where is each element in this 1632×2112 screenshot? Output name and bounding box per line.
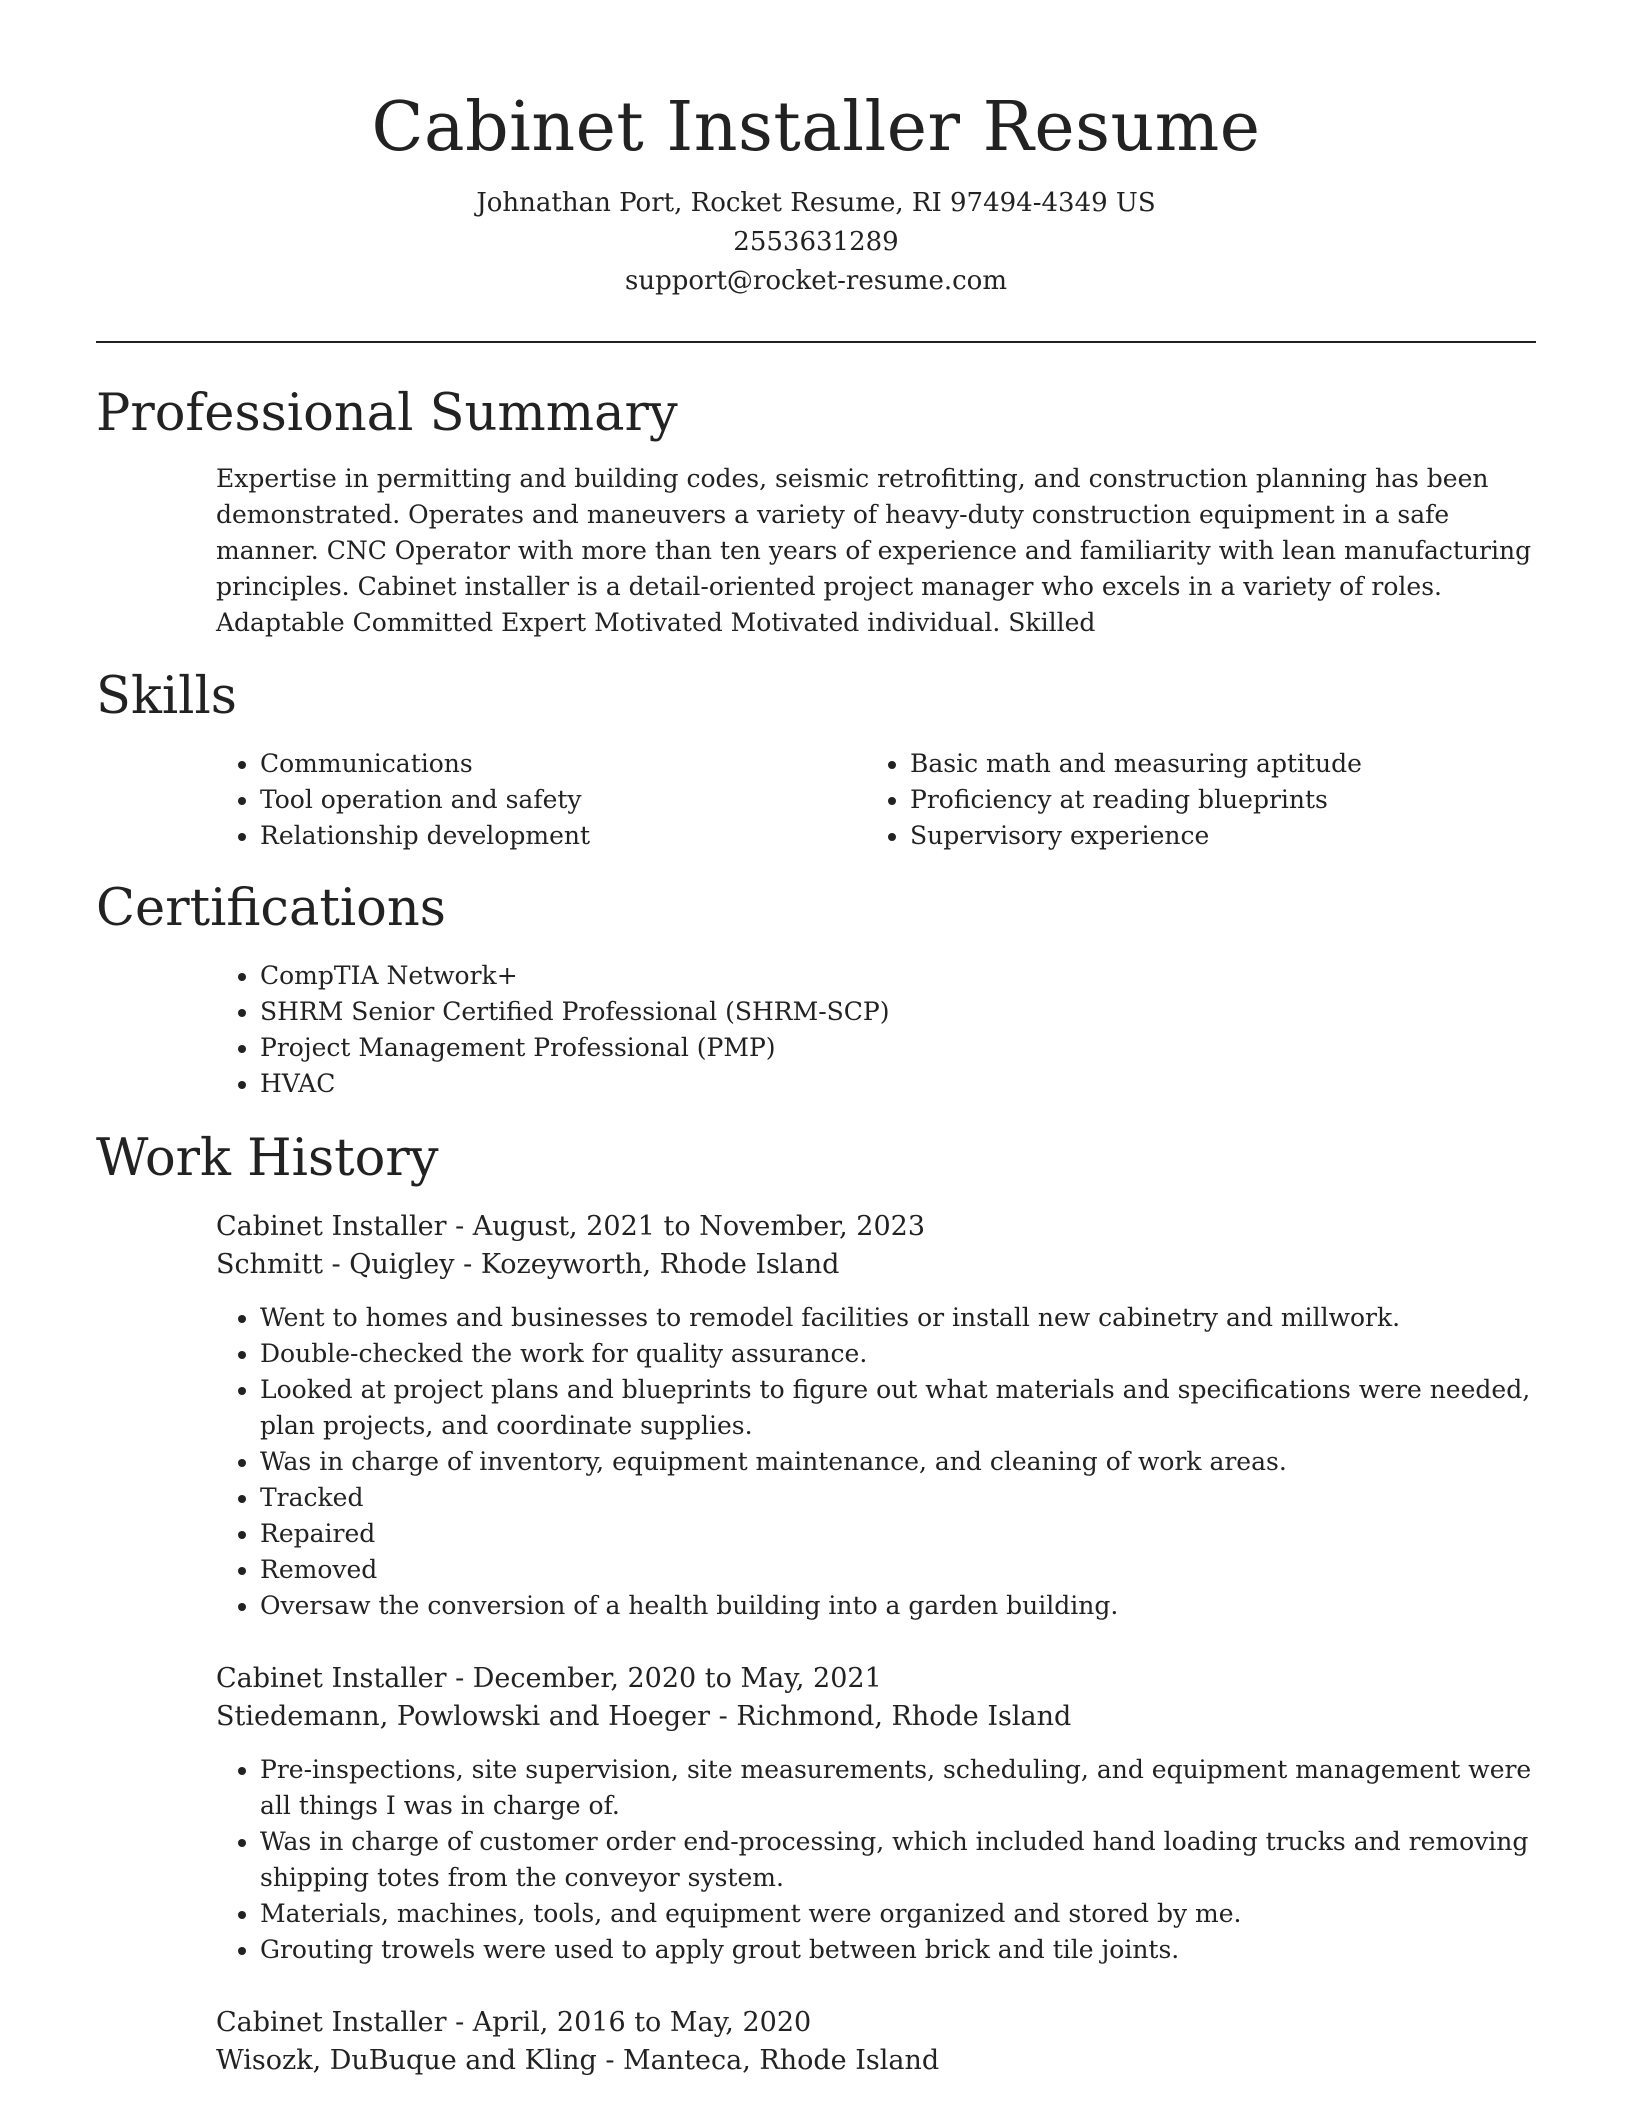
job-dates: - December, 2020 to May, 2021 bbox=[446, 1663, 882, 1694]
job-dates: - August, 2021 to November, 2023 bbox=[446, 1211, 925, 1242]
certification-item: • SHRM Senior Certified Professional (SHRM-SCP) bbox=[260, 994, 1536, 1030]
job-title-line bbox=[216, 2004, 1536, 2042]
skills-list bbox=[216, 746, 1536, 854]
skill-item: • Supervisory experience bbox=[910, 818, 1516, 854]
job-duty-item: • Repaired bbox=[260, 1516, 1536, 1552]
job-duty-item: • Looked at project plans and blueprints to figure out what materials and specifications were needed, plan projects, and coordinate supplies. bbox=[260, 1372, 1536, 1444]
skill-item: • Proficiency at reading blueprints bbox=[910, 782, 1516, 818]
resume-title: Cabinet Installer Resume bbox=[371, 88, 1261, 167]
header-divider bbox=[96, 341, 1536, 343]
job-entry bbox=[216, 1208, 1536, 1624]
job-title: Cabinet Installer bbox=[216, 2007, 447, 2038]
job-duty-item: • Tracked bbox=[260, 1480, 1536, 1516]
certification-item: • CompTIA Network+ bbox=[260, 958, 1536, 994]
job-duty-item: • Removed bbox=[260, 1552, 1536, 1588]
skill-item: • Tool operation and safety bbox=[260, 782, 866, 818]
job-duty-item: • Went to homes and businesses to remodel facilities or install new cabinetry and millwork. bbox=[260, 1300, 1536, 1336]
contact-phone: 2553631289 bbox=[733, 227, 899, 257]
job-duty-item: • Materials, machines, tools, and equipment were organized and stored by me. bbox=[260, 1896, 1536, 1932]
job-company-line bbox=[216, 1246, 1536, 1284]
job-duty-item: • Was in charge of customer order end-processing, which included hand loading trucks and removing shipping totes from the conveyor system. bbox=[260, 1824, 1536, 1896]
contact-email: support@rocket-resume.com bbox=[624, 266, 1007, 296]
job-duty-item: • Was in charge of inventory, equipment maintenance, and cleaning of work areas. bbox=[260, 1444, 1536, 1480]
job-duties bbox=[216, 1752, 1536, 1968]
job-location: - Richmond, Rhode Island bbox=[710, 1701, 1072, 1732]
job-entry bbox=[216, 2004, 1536, 2080]
section-heading-summary: Professional Summary bbox=[96, 384, 678, 443]
job-duty-item: • Double-checked the work for quality assurance. bbox=[260, 1336, 1536, 1372]
job-title-line bbox=[216, 1208, 1536, 1246]
certifications-list bbox=[216, 958, 1536, 1102]
skills-column-right bbox=[866, 746, 1516, 854]
job-company: Stiedemann, Powlowski and Hoeger bbox=[216, 1701, 711, 1732]
section-heading-skills: Skills bbox=[96, 667, 237, 726]
section-heading-certifications: Certifications bbox=[96, 879, 446, 938]
certification-item: • HVAC bbox=[260, 1066, 1536, 1102]
job-title-line bbox=[216, 1660, 1536, 1698]
certification-item: • Project Management Professional (PMP) bbox=[260, 1030, 1536, 1066]
skills-column-left bbox=[216, 746, 866, 854]
job-location: - Manteca, Rhode Island bbox=[596, 2045, 940, 2076]
job-company-line bbox=[216, 1698, 1536, 1736]
job-location: - Kozeyworth, Rhode Island bbox=[454, 1249, 840, 1280]
skill-item: • Basic math and measuring aptitude bbox=[910, 746, 1516, 782]
job-title: Cabinet Installer bbox=[216, 1211, 447, 1242]
job-title: Cabinet Installer bbox=[216, 1663, 447, 1694]
job-company-line bbox=[216, 2042, 1536, 2080]
job-entry bbox=[216, 1660, 1536, 1968]
section-heading-work-history: Work History bbox=[96, 1129, 439, 1188]
skill-item: • Communications bbox=[260, 746, 866, 782]
job-duty-item: • Grouting trowels were used to apply grout between brick and tile joints. bbox=[260, 1932, 1536, 1968]
job-duty-item: • Pre-inspections, site supervision, site measurements, scheduling, and equipment management were all things I was in charge of. bbox=[260, 1752, 1536, 1824]
job-company: Wisozk, DuBuque and Kling bbox=[216, 2045, 597, 2076]
skill-item: • Relationship development bbox=[260, 818, 866, 854]
job-dates: - April, 2016 to May, 2020 bbox=[446, 2007, 812, 2038]
resume-header bbox=[96, 80, 1536, 301]
contact-address: Johnathan Port, Rocket Resume, RI 97494-4349 US bbox=[476, 188, 1156, 218]
job-duties bbox=[216, 1300, 1536, 1624]
summary-text: Expertise in permitting and building codes, seismic retrofitting, and construction planning has been demonstrated. Operates and maneuvers a variety of heavy-duty construction equipment in a safe manner. CNC Operator with more than ten years of experience and familiarity with lean manufacturing principles. Cabinet installer is a detail-oriented project manager who excels in a variety of roles. Adaptable Committed Expert Motivated Motivated individual. Skilled bbox=[216, 464, 1532, 637]
job-duty-item: • Oversaw the conversion of a health building into a garden building. bbox=[260, 1588, 1536, 1624]
job-company: Schmitt - Quigley bbox=[216, 1249, 455, 1280]
